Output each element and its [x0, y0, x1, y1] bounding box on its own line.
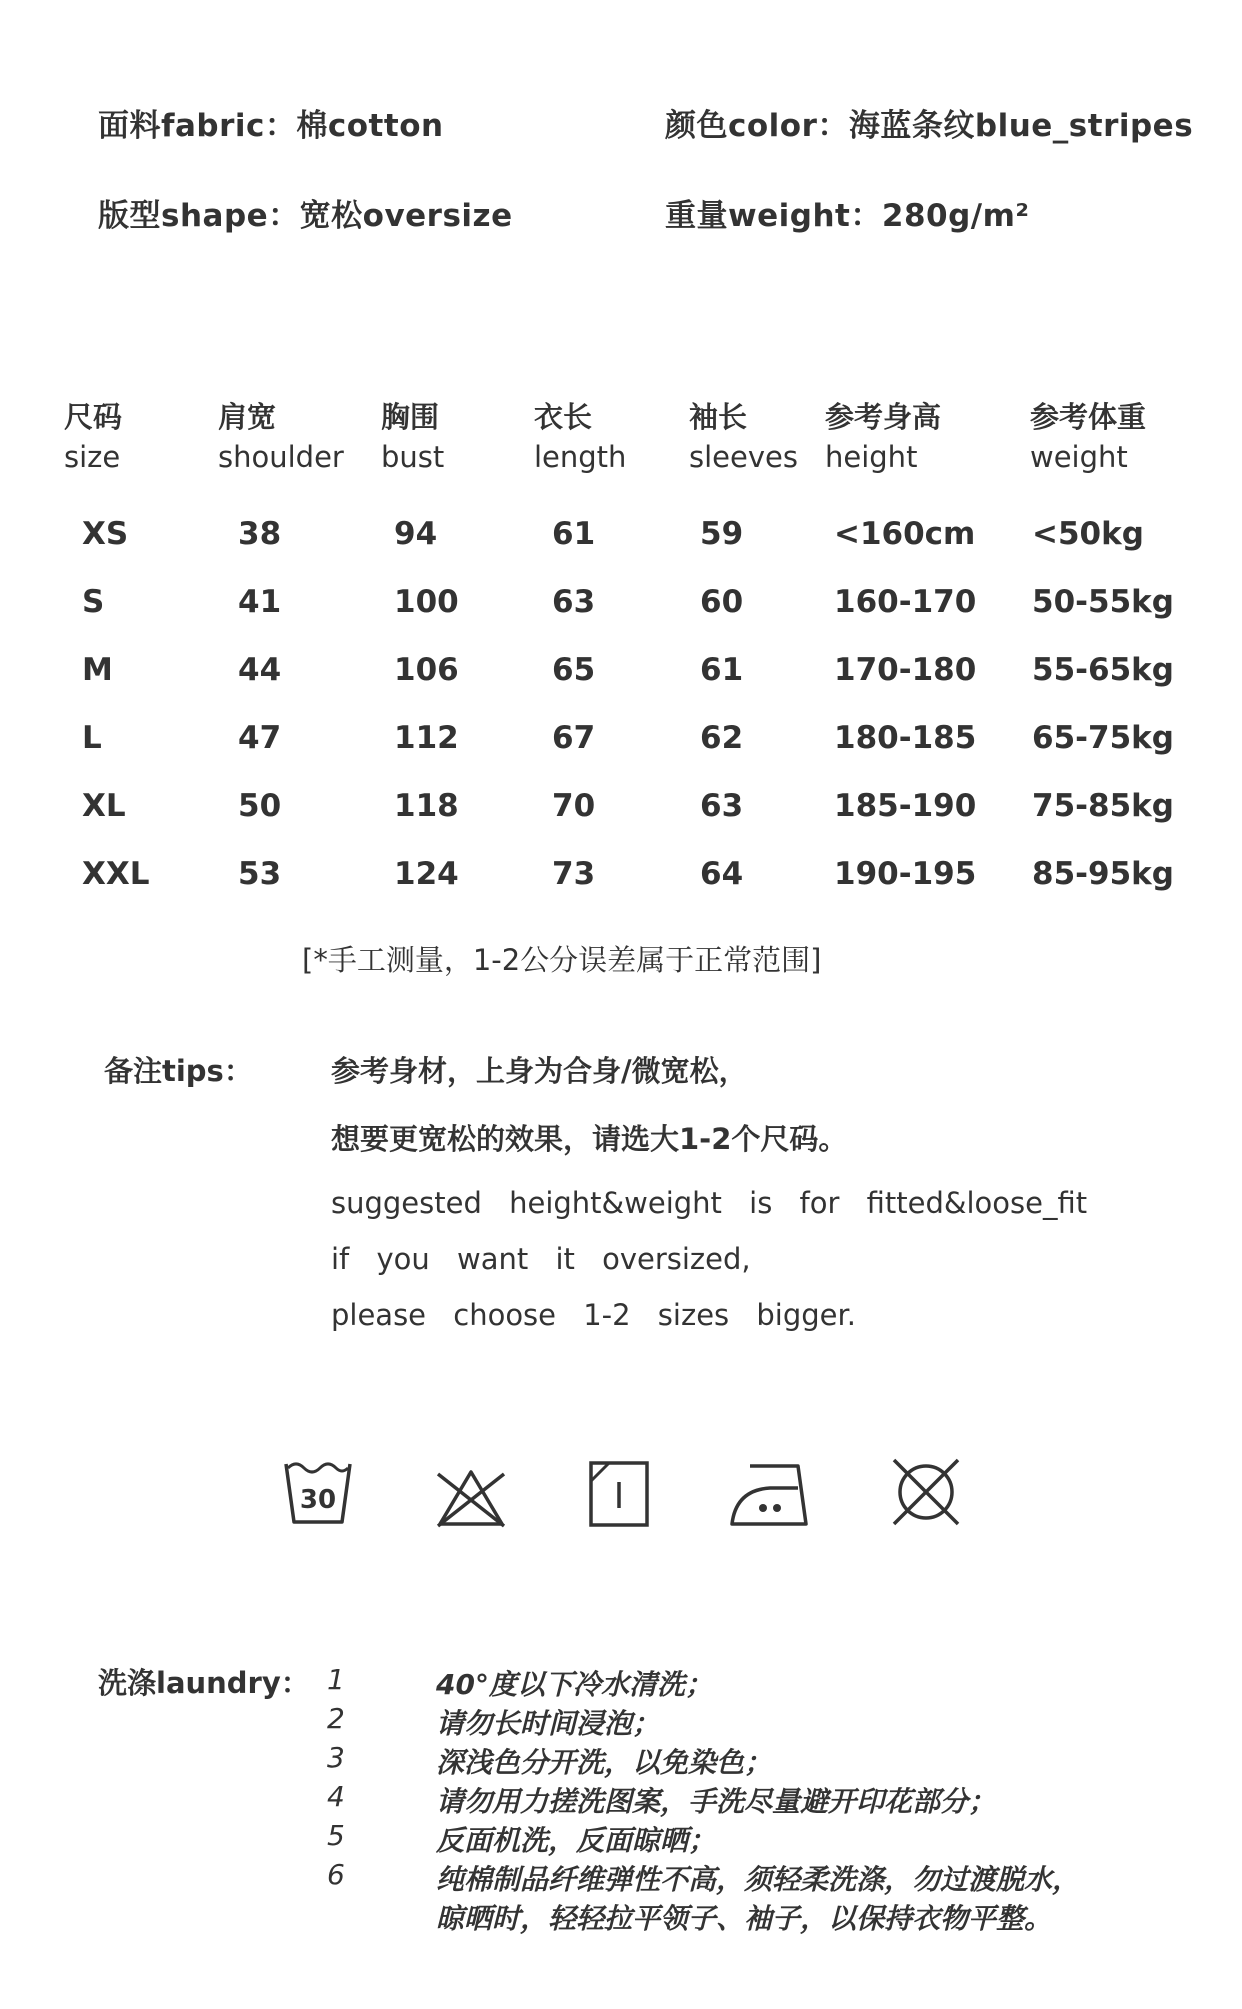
tips-line: if you want it oversized, — [331, 1242, 751, 1276]
cell-length: 65 — [552, 652, 596, 688]
cell-length: 67 — [552, 720, 596, 756]
cell-size: XS — [82, 516, 129, 552]
laundry-num: 4 — [327, 1780, 345, 1813]
cell-size: XL — [82, 788, 126, 824]
cell-bust: 94 — [394, 516, 438, 552]
laundry-text: 纯棉制品纤维弹性不高，须轻柔洗涤，勿过渡脱水， — [436, 1863, 1081, 1896]
line-dry-icon — [588, 1460, 650, 1528]
tips-line: 想要更宽松的效果，请选大1-2个尺码。 — [331, 1122, 848, 1156]
header-length — [534, 397, 626, 477]
cell-bust: 106 — [394, 652, 459, 688]
cell-bust: 112 — [394, 720, 459, 756]
cell-shoulder: 53 — [238, 856, 282, 892]
cell-height: 180-185 — [834, 720, 977, 756]
header-cn: 参考身高 — [825, 400, 942, 434]
cell-shoulder: 50 — [238, 788, 282, 824]
laundry-text: 请勿用力搓洗图案，手洗尽量避开印花部分； — [436, 1785, 997, 1818]
tips-line: 参考身材，上身为合身/微宽松， — [331, 1054, 748, 1088]
header-height — [825, 397, 941, 477]
cell-sleeves: 64 — [700, 856, 744, 892]
cell-height: 170-180 — [834, 652, 977, 688]
cell-size: S — [82, 584, 105, 620]
cell-sleeves: 62 — [700, 720, 744, 756]
laundry-num: 2 — [327, 1702, 345, 1735]
laundry-text: 深浅色分开洗，以免染色； — [436, 1746, 773, 1779]
header-weight — [1030, 397, 1146, 477]
do-not-tumble-dry-icon — [888, 1454, 964, 1530]
cell-height: 185-190 — [834, 788, 977, 824]
header-en: size — [64, 440, 121, 474]
tips-line: please choose 1-2 sizes bigger. — [331, 1298, 856, 1332]
cell-sleeves: 60 — [700, 584, 744, 620]
header-en: sleeves — [689, 440, 798, 474]
header-en: bust — [381, 440, 445, 474]
spec-fabric: 面料fabric：棉cotton — [98, 108, 444, 144]
tips-label: 备注tips： — [104, 1054, 253, 1088]
cell-length: 70 — [552, 788, 596, 824]
laundry-text: 请勿长时间浸泡； — [436, 1707, 661, 1740]
cell-bust: 100 — [394, 584, 459, 620]
cell-sleeves: 59 — [700, 516, 744, 552]
header-bust — [381, 397, 444, 477]
header-cn: 胸围 — [381, 400, 440, 434]
cell-sleeves: 61 — [700, 652, 744, 688]
cell-length: 63 — [552, 584, 596, 620]
header-cn: 参考体重 — [1030, 400, 1147, 434]
header-cn: 衣长 — [534, 400, 593, 434]
laundry-num: 3 — [327, 1741, 345, 1774]
cell-height: 160-170 — [834, 584, 977, 620]
cell-height: 190-195 — [834, 856, 977, 892]
header-sleeves — [689, 397, 798, 477]
header-shoulder — [218, 397, 344, 477]
cell-weight: 65-75kg — [1032, 720, 1174, 756]
cell-bust: 124 — [394, 856, 459, 892]
laundry-num: 5 — [327, 1819, 345, 1852]
wash-temp: 30 — [299, 1485, 337, 1515]
laundry-num: 6 — [327, 1858, 345, 1891]
cell-length: 73 — [552, 856, 596, 892]
cell-weight: 55-65kg — [1032, 652, 1174, 688]
header-en: weight — [1030, 440, 1128, 474]
cell-shoulder: 47 — [238, 720, 282, 756]
header-size — [64, 397, 122, 477]
cell-height: <160cm — [834, 516, 976, 552]
cell-size: XXL — [82, 856, 150, 892]
spec-shape: 版型shape：宽松oversize — [98, 198, 513, 234]
tips-line: suggested height&weight is for fitted&loose_fit — [331, 1186, 1088, 1220]
header-en: length — [534, 440, 627, 474]
cell-size: L — [82, 720, 102, 756]
header-cn: 袖长 — [689, 400, 748, 434]
header-cn: 肩宽 — [218, 400, 277, 434]
laundry-num: 1 — [327, 1663, 345, 1696]
do-not-bleach-icon — [434, 1466, 508, 1528]
laundry-label: 洗涤laundry： — [98, 1666, 310, 1700]
header-en: shoulder — [218, 440, 344, 474]
cell-weight: 85-95kg — [1032, 856, 1174, 892]
laundry-text: 40°度以下冷水清洗； — [436, 1668, 713, 1701]
header-cn: 尺码 — [64, 400, 123, 434]
iron-medium-icon — [728, 1460, 810, 1528]
cell-shoulder: 38 — [238, 516, 282, 552]
cell-weight: 50-55kg — [1032, 584, 1174, 620]
spec-color: 颜色color：海蓝条纹blue_stripes — [665, 108, 1194, 144]
cell-weight: 75-85kg — [1032, 788, 1174, 824]
spec-weight: 重量weight：280g/m² — [665, 198, 1030, 234]
laundry-text-continued: 晾晒时，轻轻拉平领子、袖子，以保持衣物平整。 — [436, 1902, 1053, 1935]
cell-weight: <50kg — [1032, 516, 1144, 552]
laundry-text: 反面机洗，反面晾晒； — [436, 1824, 717, 1857]
cell-size: M — [82, 652, 113, 688]
header-en: height — [825, 440, 918, 474]
cell-sleeves: 63 — [700, 788, 744, 824]
cell-length: 61 — [552, 516, 596, 552]
measurement-note: [*手工测量，1-2公分误差属于正常范围] — [302, 943, 822, 977]
wash-30-icon — [282, 1458, 354, 1528]
cell-shoulder: 41 — [238, 584, 282, 620]
cell-shoulder: 44 — [238, 652, 282, 688]
cell-bust: 118 — [394, 788, 459, 824]
